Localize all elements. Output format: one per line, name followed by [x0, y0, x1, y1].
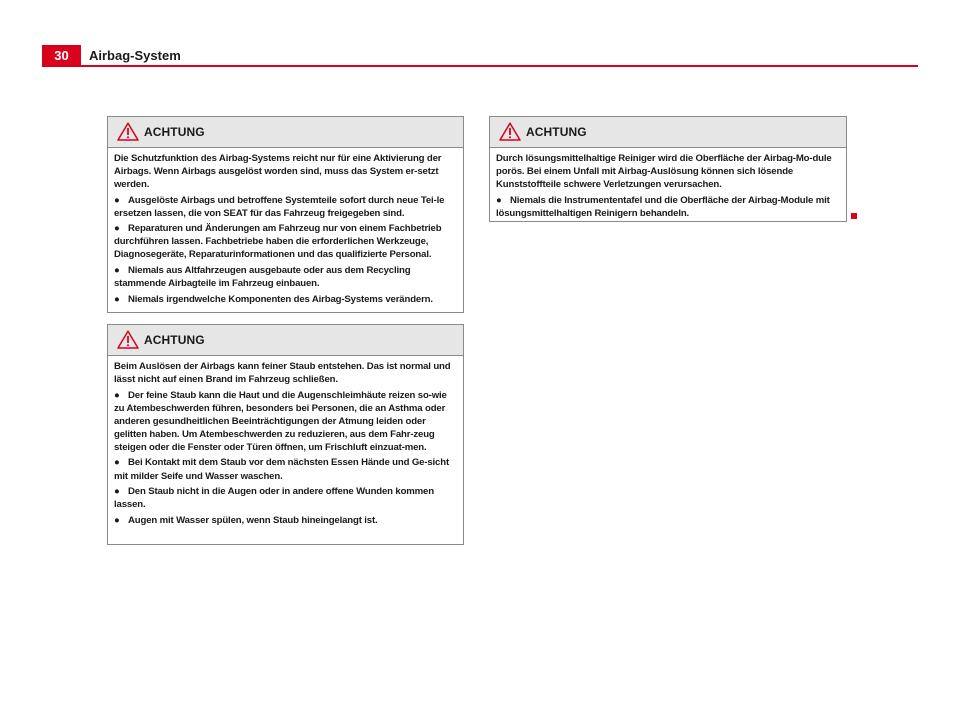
warning-intro: Durch lösungsmittelhaltige Reiniger wird die Oberfläche der Airbag-Mo-dule porös. Bei einem Unfall mit Airbag-Auslösung können sich lösende Kunststoffteile schwere Verletzungen verursachen. [496, 153, 832, 191]
list-item-text: Niemals irgendwelche Komponenten des Airbag-Systems verändern. [128, 293, 433, 305]
warning-intro: Beim Auslösen der Airbags kann feiner Staub entstehen. Das ist normal und lässt nicht auf einen Brand im Fahrzeug schließen. [114, 361, 451, 386]
list-item-text: Bei Kontakt mit dem Staub vor dem nächsten Essen Hände und Ge-sicht mit milder Seife und Wasser waschen. [114, 457, 450, 482]
warning-body [108, 356, 463, 535]
list-item [114, 514, 457, 527]
warning-body [490, 148, 846, 228]
list-item-text: Augen mit Wasser spülen, wenn Staub hineingelangt ist. [128, 514, 378, 526]
list-item [114, 264, 457, 290]
list-item [114, 222, 457, 261]
list-item-text: Den Staub nicht in die Augen oder in andere offene Wunden kommen lassen. [114, 486, 434, 511]
warning-title: ACHTUNG [144, 333, 205, 347]
list-item-text: Niemals aus Altfahrzeugen ausgebaute oder aus dem Recycling stammende Airbagteile im Fahrzeug einbauen. [114, 264, 411, 290]
list-item-text: Niemals die Instrumententafel und die Oberfläche der Airbag-Module mit lösungsmittelhaltigen Reinigern behandeln. [496, 194, 830, 219]
warning-triangle-icon [117, 330, 139, 349]
section-title: Airbag-System [89, 48, 181, 63]
section-end-marker [851, 213, 857, 219]
warning-header [108, 117, 463, 148]
list-item-text: Reparaturen und Änderungen am Fahrzeug nur von einem Fachbetrieb durchführen lassen. Fachbetriebe haben die erforderlichen Werkzeuge, Diagnosegeräte, Reparaturinformationen und das qualifizierte Personal. [114, 223, 442, 261]
warning-header [108, 325, 463, 356]
warning-header [490, 117, 846, 148]
warning-intro: Die Schutzfunktion des Airbag-Systems reicht nur für eine Aktivierung der Airbags. Wenn Airbags ausgelöst worden sind, muss das System er-setzt werden. [114, 153, 442, 191]
bullet-icon: ● [114, 514, 120, 526]
list-item-text: Ausgelöste Airbags und betroffene Systemteile sofort durch neue Tei-le ersetzen lassen, die von SEAT für das Fahrzeug freigegeben sind. [114, 194, 445, 219]
bullet-icon: ● [496, 194, 502, 206]
warning-box-airbag-replacement [107, 116, 464, 313]
list-item [496, 194, 840, 220]
bullet-icon: ● [114, 486, 120, 498]
bullet-icon: ● [114, 457, 120, 469]
list-item [114, 194, 457, 220]
list-item [114, 389, 457, 454]
bullet-icon: ● [114, 223, 120, 235]
warning-title: ACHTUNG [526, 125, 587, 139]
bullet-icon: ● [114, 293, 120, 305]
bullet-icon: ● [114, 194, 120, 206]
warning-box-solvent-cleaners [489, 116, 847, 222]
warning-body [108, 148, 463, 314]
warning-triangle-icon [499, 122, 521, 141]
list-item [114, 485, 457, 511]
bullet-icon: ● [114, 264, 120, 276]
page-header [42, 45, 918, 67]
warning-title: ACHTUNG [144, 125, 205, 139]
list-item-text: Der feine Staub kann die Haut und die Augenschleimhäute reizen so-wie zu Atembeschwerden führen, besonders bei Personen, die an Asthma oder anderen gesundheitlichen Beeinträchtigungen der Atmung leiden oder gelitten haben. Um Atembeschwerden zu reduzieren, aus dem Fahr-zeug steigen oder die Fenster oder Türen öffnen, um Frischluft einzuat-men. [114, 389, 447, 453]
bullet-icon: ● [114, 389, 120, 401]
header-rule [42, 65, 918, 67]
list-item [114, 456, 457, 482]
warning-box-airbag-dust [107, 324, 464, 545]
warning-triangle-icon [117, 122, 139, 141]
list-item [114, 293, 457, 306]
page-number: 30 [42, 45, 81, 66]
